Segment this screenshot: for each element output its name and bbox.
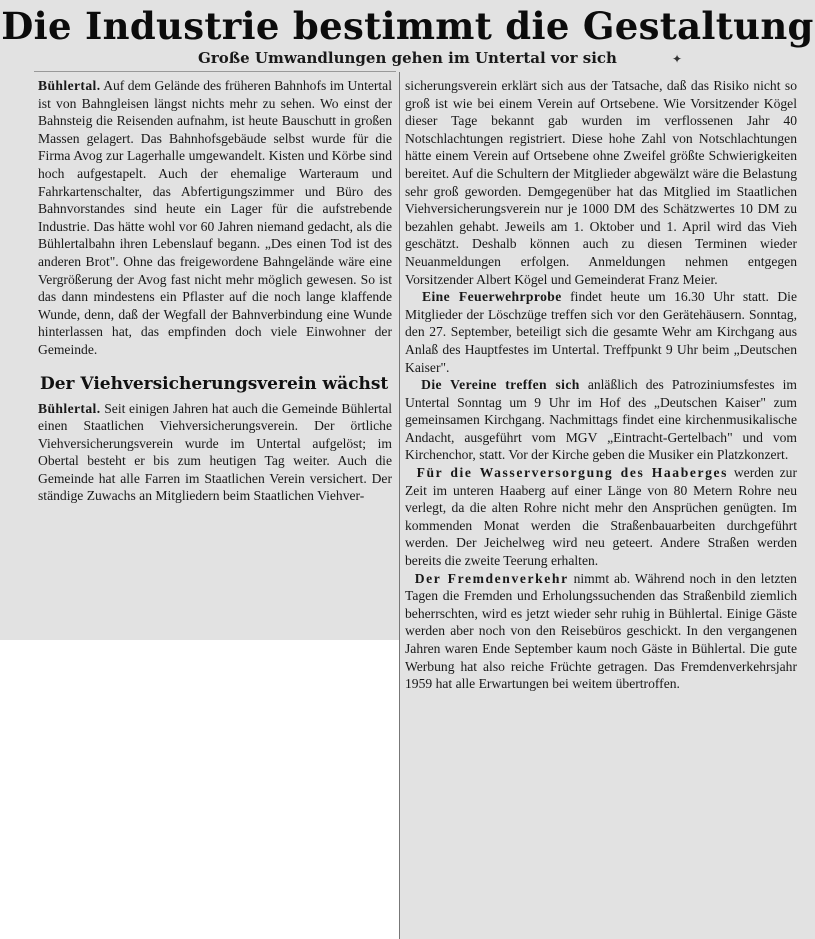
news-item-wasserversorgung — [405, 464, 797, 570]
news-item-lead: Die Vereine treffen sich — [421, 377, 580, 393]
news-item-fremdenverkehr — [405, 570, 797, 693]
news-item-lead: Für die Wasserversorgung des Haaberges — [416, 465, 729, 481]
paragraph-text: Seit einigen Jahren hat auch die Gemeinde Bühlertal einen Staatlichen Viehversicherungsverein. Der örtliche Viehversicherungsverein wurde im Untertal aufgelöst; im Obertal besteht er bis zum heutigen Tag weiter. Auch die Gemeinde hat alle Farren im Staatlichen Verein versichert. Der ständige Zuwachs an Mitgliedern beim Staatlichen Viehver- — [38, 400, 392, 504]
headline: Die Industrie bestimmt die Gestaltung — [1, 4, 814, 48]
section-heading: Der Viehversicherungsverein wächst — [40, 373, 389, 394]
paragraph-text: Auf dem Gelände des früheren Bahnhofs im Untertal ist von Bahngleisen längst nichts mehr zu sehen. Wo einst der Bahnsteig die Reisenden aufnahm, ist heute Bauschutt in großen Massen gelagert. Das Bahnhofsgebäude selbst wurde für die Firma Avog zur Lagerhalle umgewandelt. Kisten und Körbe sind hoch aufgestapelt. Auch der ehemalige Warteraum und Fahrkartenschalter, das Abfertigungszimmer und Büro des Bahnvorstandes sind heute ein Lager für die aufstrebende Industrie. Das hätte wohl vor 60 Jahren niemand gedacht, als die Bühlertalbahn ihren Lebenslauf begann. „Des einen Tod ist des anderen Brot". Ohne das freigewordene Bahngelände wäre eine Vergrößerung der Avog fast nicht mehr möglich gewesen. So ist das dann mindestens ein Pflaster auf die noch lange klaffende Wunde, denn, daß der Wegfall der Bahnverbindung eine Wunde hinterlassen hat, das empfinden doch viele Einwohner der Gemeinde. — [38, 78, 392, 357]
right-column — [405, 77, 797, 693]
news-item-lead: Der Fremdenverkehr — [414, 570, 569, 586]
paragraph-text: nimmt ab. Während noch in den letzten Tagen die Fremden und Erholungssuchenden das Straßenbild ziemlich beherrschten, wird es jetzt wieder sehr ruhig in Bühlertal. Einige Gäste werden aber noch von den Reisebüros geschickt. In den vergangenen Jahren waren Ende September kaum noch Gäste in Bühlertal. Die gute Werbung hat also reiche Früchte getragen. Das Fremdenverkehrsjahr 1959 hat alle Erwartungen bei weitem übertroffen. — [405, 570, 797, 692]
article-paragraph-viehversicherung — [38, 400, 392, 506]
divider-rule-top — [34, 71, 396, 72]
article-paragraph-continuation — [405, 77, 797, 288]
dateline: Bühlertal. — [38, 400, 101, 416]
paragraph-text: werden zur Zeit im unteren Haaberg auf einer Länge von 80 Metern Rohre neu verlegt, da die alten Rohre nicht mehr den Ansprüchen genügten. Im kommenden Monat werden die Straßenbauarbeiten durchgeführt werden. Der Jeichelweg wird neu geteert. Andere Straßen werden bereits die zweite Teerung erhalten. — [405, 465, 797, 569]
column-divider — [399, 72, 400, 939]
news-item-feuerwehrprobe — [405, 288, 797, 376]
left-column — [38, 77, 392, 505]
subheadline: Große Umwandlungen gehen im Untertal vor sich — [198, 49, 617, 67]
article-paragraph-bahnhof — [38, 77, 392, 359]
paragraph-text: anläßlich des Patroziniumsfestes im Untertal Sonntag um 9 Uhr im Hof des „Deutschen Kaiser" zum gemeinsamen Kirchgang. Nachmittags findet eine kirchenmusikalische Andacht, ausgeführt vom MGV „Eintracht-Gertelbach" und vom Kirchenchor, statt. Vor der Kirche geben die Musiker ein Platzkonzert. — [405, 377, 797, 463]
news-item-lead: Eine Feuerwehrprobe — [421, 289, 562, 305]
print-speck-mark: ✦ — [672, 52, 683, 66]
blank-area — [0, 640, 400, 939]
news-item-vereine — [405, 376, 797, 464]
paragraph-text: sicherungsverein erklärt sich aus der Tatsache, daß das Risiko nicht so groß ist wie bei einem Verein auf Ortsebene. Wie Vorsitzender Kögel dieser Tage bekannt gab wurden im verflossenen Jahr 40 Notschlachtungen registriert. Diese hohe Zahl von Notschlachtungen hätte einem Verein auf Ortsebene ohne Zweifel größte Schwierigkeiten bereitet. Auf die Schultern der Mitglieder abgewälzt wäre die Belastung sehr groß geworden. Demgegenüber hat das Mitglied im Staatlichen Viehversicherungsverein nur je 1000 DM des Schätzwertes 10 DM zu bezahlen gehabt. Jeweils am 1. Oktober und 1. April wird das Vieh geschätzt. Deshalb können auch zu diesen Terminen wieder Neuanmeldungen erfolgen. Anmeldungen nehmen entgegen Vorsitzender Albert Kögel und Gemeinderat Franz Meier. — [405, 78, 797, 287]
dateline: Bühlertal. — [38, 78, 101, 93]
paragraph-text: findet heute um 16.30 Uhr statt. Die Mitglieder der Löschzüge treffen sich vor den Gerätehäusern. Sonntag, den 27. September, beteiligt sich die gesamte Wehr am Kirchgang aus Anlaß des Hauptfestes im Untertal. Treffpunkt 9 Uhr beim „Deutschen Kaiser". — [405, 289, 797, 375]
